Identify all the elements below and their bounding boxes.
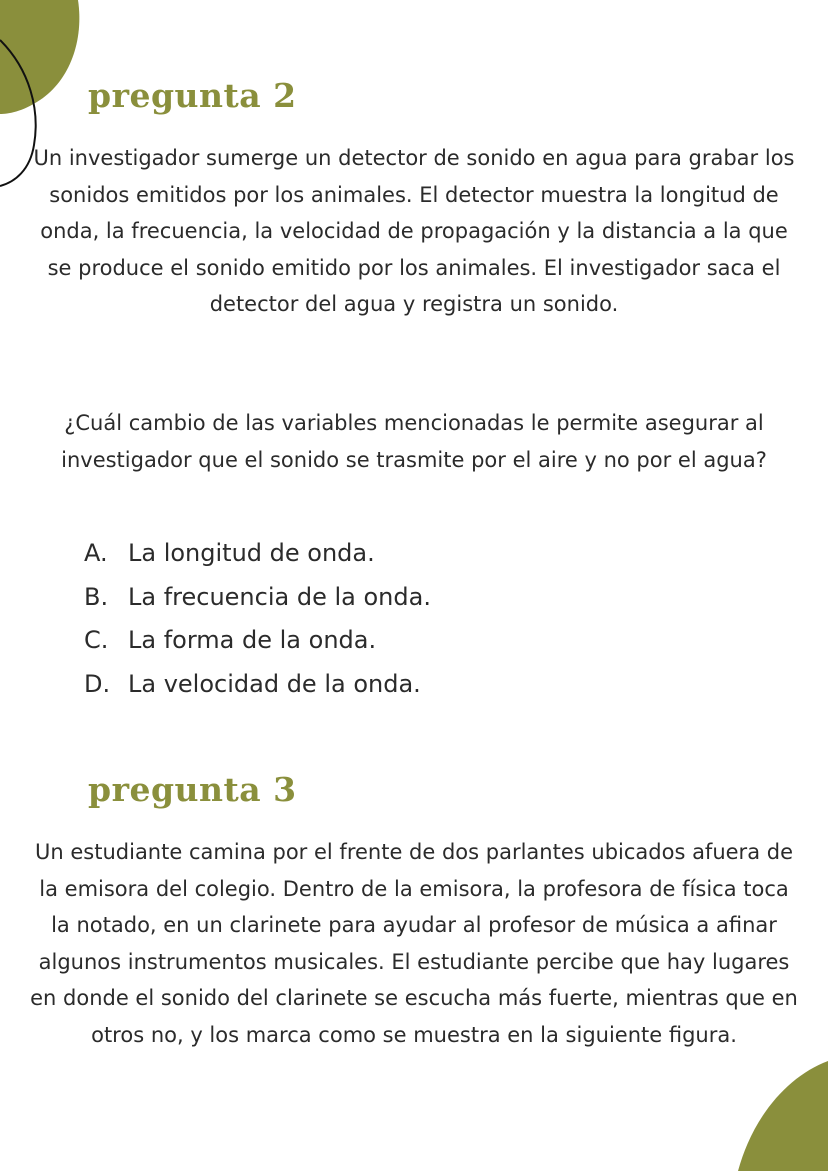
option-letter: A. bbox=[84, 539, 108, 567]
answer-options-list bbox=[84, 532, 431, 706]
decorative-blob-bottom bbox=[738, 1061, 828, 1171]
option-d[interactable] bbox=[84, 663, 431, 707]
option-b[interactable] bbox=[84, 576, 431, 620]
option-text: La forma de la onda. bbox=[128, 626, 377, 654]
question-3-statement: Un estudiante camina por el frente de dos parlantes ubicados afuera de la emisora del colegio. Dentro de la emisora, la profesora de física toca la notado, en un clarinete para ayudar al profesor de música a afinar algunos instrumentos musicales. El estudiante percibe que hay lugares en donde el sonido del clarinete se escucha más fuerte, mientras que en otros no, y los marca como se muestra en la siguiente figura. bbox=[30, 840, 798, 1047]
option-a[interactable] bbox=[84, 532, 431, 576]
option-text: La frecuencia de la onda. bbox=[128, 582, 431, 611]
question-3-heading: pregunta 3 bbox=[88, 770, 297, 809]
olive-blob-shape bbox=[0, 0, 79, 114]
question-2-prompt: ¿Cuál cambio de las variables mencionadas le permite asegurar al investigador que el sonido se trasmite por el aire y no por el agua? bbox=[61, 411, 767, 472]
option-text: La longitud de onda. bbox=[128, 539, 375, 567]
option-letter: B. bbox=[84, 582, 109, 611]
question-2-heading: pregunta 2 bbox=[88, 76, 297, 115]
olive-blob-shape bbox=[738, 1061, 828, 1171]
option-letter: D. bbox=[84, 669, 111, 698]
option-c[interactable] bbox=[84, 619, 431, 663]
question-2-statement: Un investigador sumerge un detector de sonido en agua para grabar los sonidos emitidos por los animales. El detector muestra la longitud de onda, la frecuencia, la velocidad de propagación y la distancia a la que se produce el sonido emitido por los animales. El investigador saca el detector del agua y registra un sonido. bbox=[33, 146, 795, 316]
option-letter: C. bbox=[84, 626, 109, 654]
option-text: La velocidad de la onda. bbox=[128, 669, 421, 698]
